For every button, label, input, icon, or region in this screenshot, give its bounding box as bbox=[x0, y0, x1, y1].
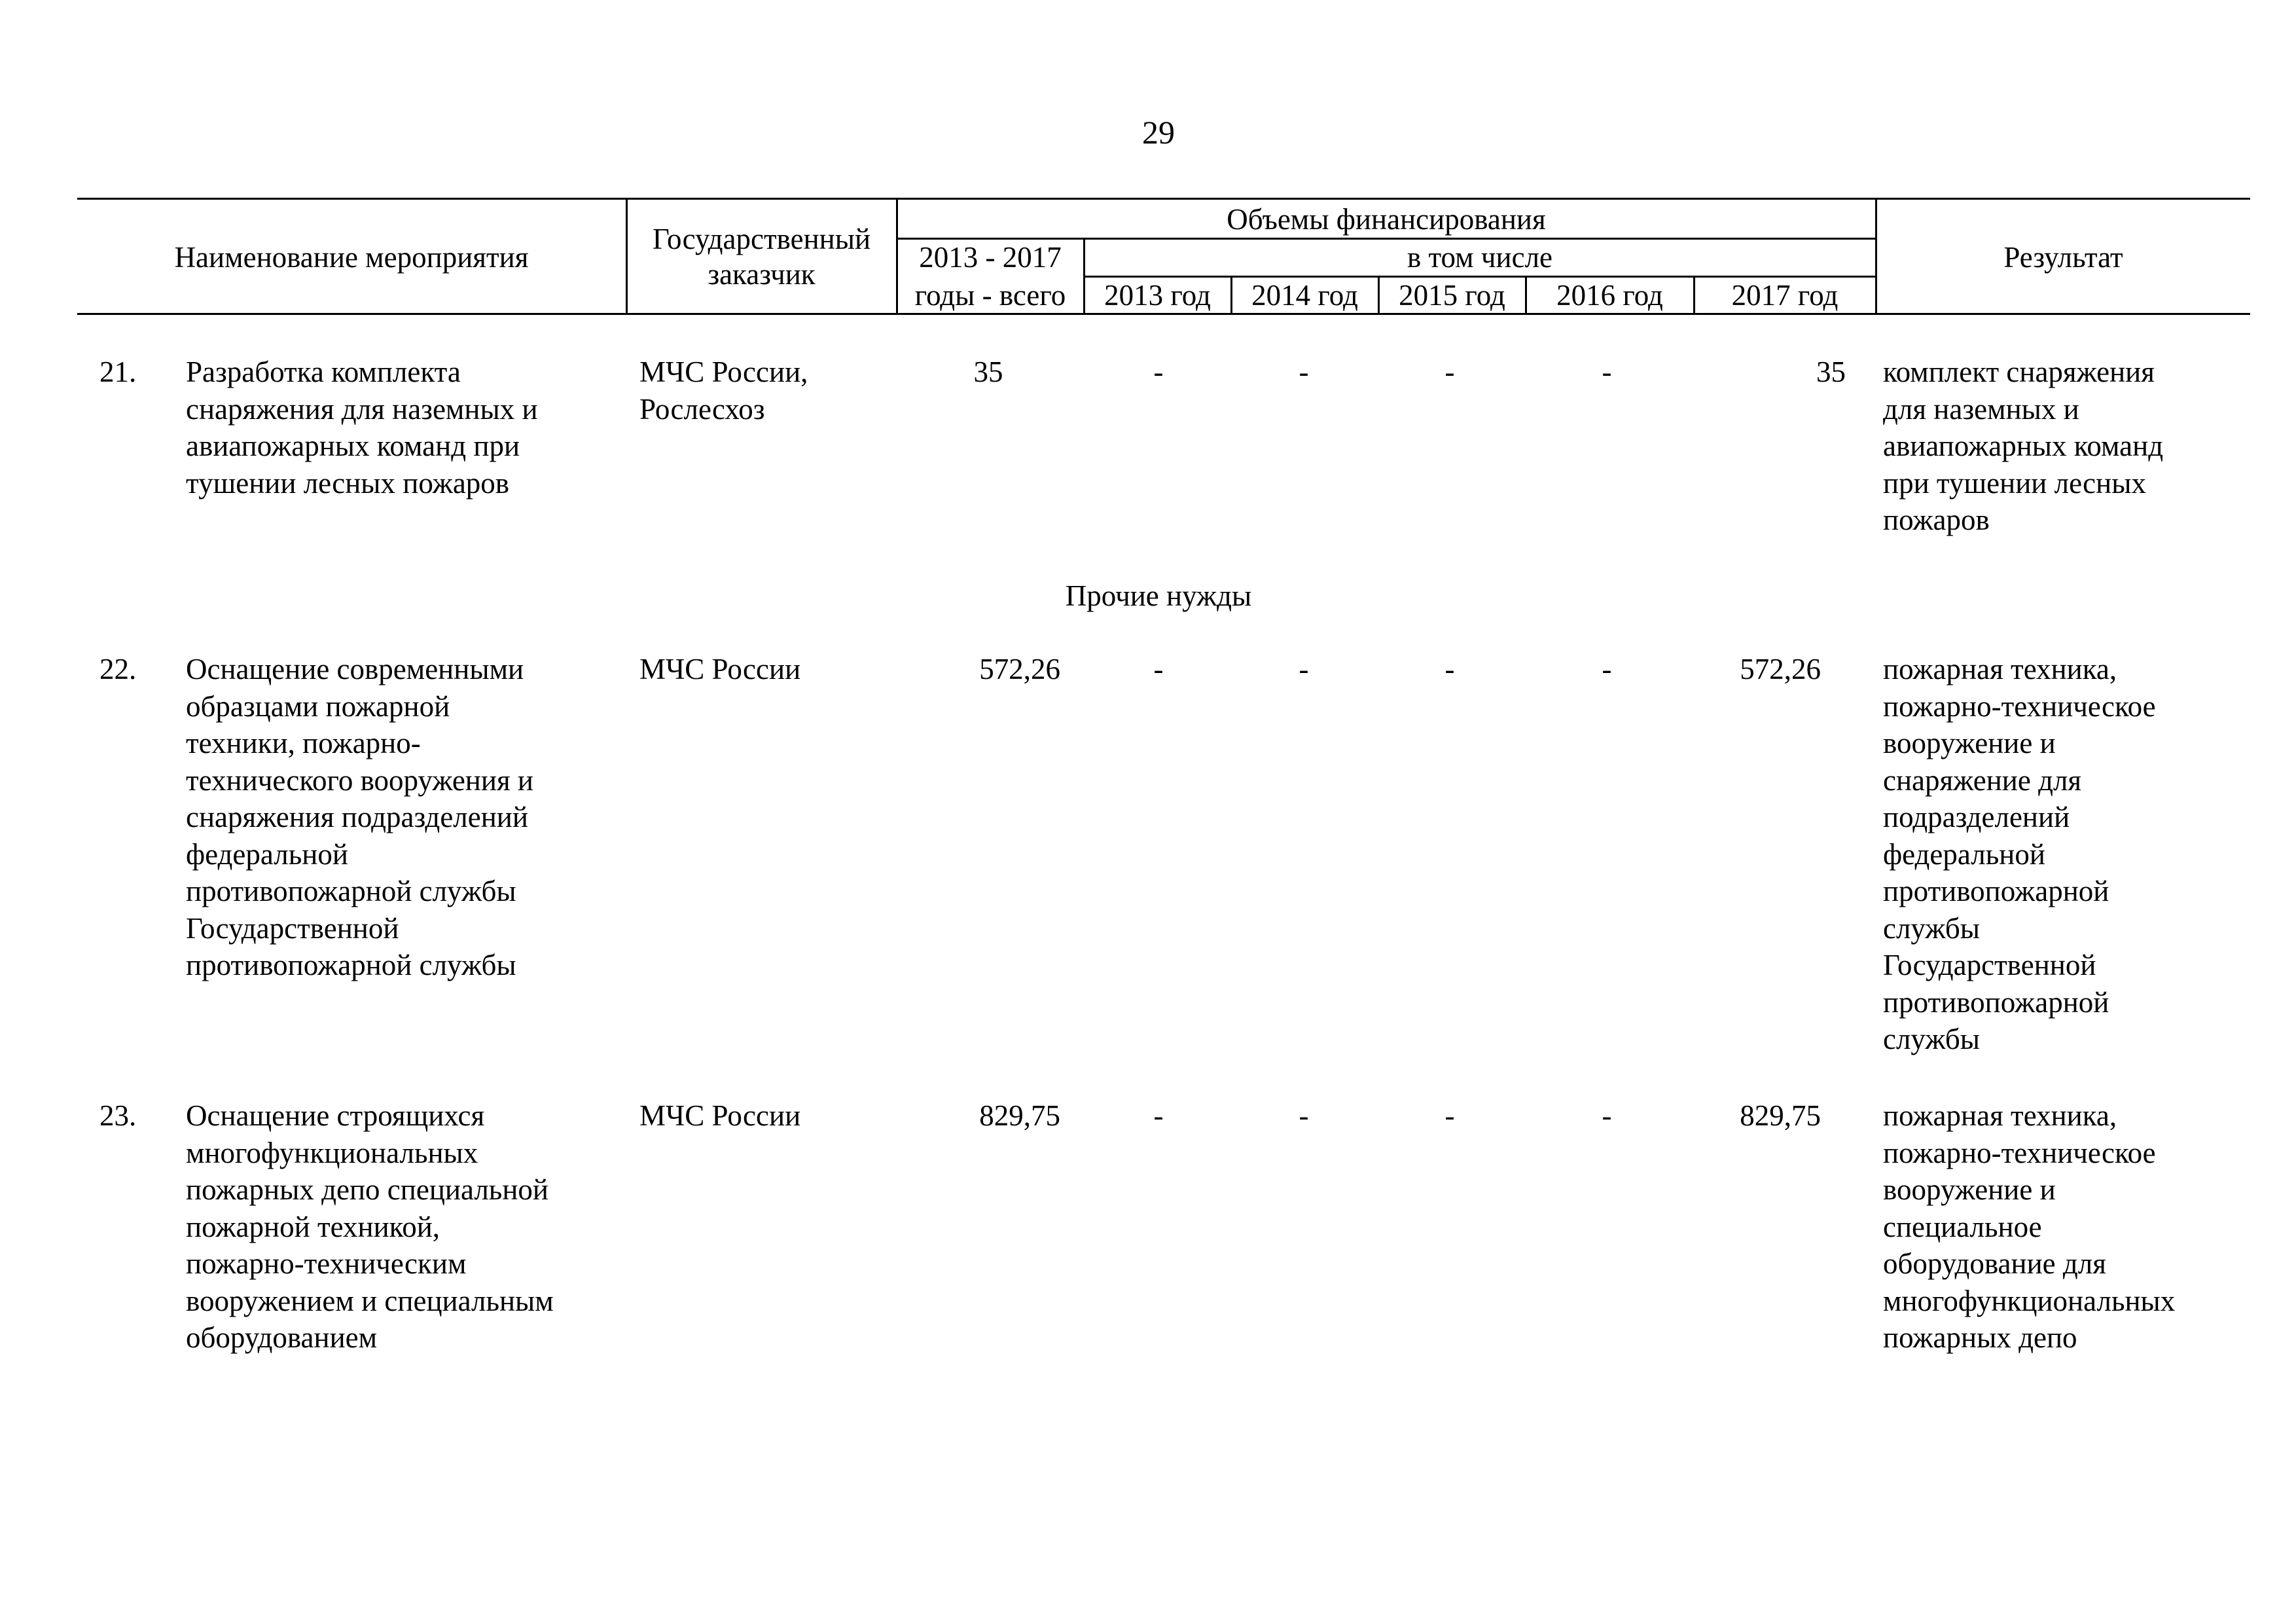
row-2015: - bbox=[1444, 1099, 1455, 1132]
row-result: комплект снаряжения для наземных и авиапожарных команд при тушении лесных пожаров bbox=[1883, 356, 2164, 536]
row-2015: - bbox=[1444, 653, 1455, 685]
row-2017: 35 bbox=[1816, 356, 1846, 388]
header-including: в том числе bbox=[1407, 241, 1553, 274]
header-bottom-rule bbox=[77, 313, 2250, 315]
header-year-2015: 2015 год bbox=[1399, 279, 1505, 312]
header-total-label: годы - всего bbox=[914, 279, 1066, 312]
header-financing: Объемы финансирования bbox=[1227, 203, 1546, 236]
row-customer: МЧС России, Рослесхоз bbox=[639, 356, 808, 426]
row-2013: - bbox=[1153, 653, 1164, 685]
row-total: 572,26 bbox=[979, 653, 1060, 685]
row-customer: МЧС России bbox=[639, 1099, 801, 1132]
row-result: пожарная техника, пожарно-техническое вооружение и специальное оборудование для многофункциональных пожарных депо bbox=[1883, 1099, 2176, 1354]
row-result: пожарная техника, пожарно-техническое вооружение и снаряжение для подразделений федеральной противопожарной службы Государственной противопожарной службы bbox=[1883, 653, 2156, 1055]
header-year-2016: 2016 год bbox=[1556, 279, 1663, 312]
row-2017: 572,26 bbox=[1740, 653, 1821, 685]
row-total: 35 bbox=[973, 356, 1003, 388]
row-name: Оснащение современными образцами пожарной техники, пожарно- технического вооружения и снаряжения подразделений федеральной противопожарной службы Государственной противопожарной службы bbox=[186, 653, 533, 981]
row-number: 23. bbox=[99, 1099, 137, 1132]
row-2015: - bbox=[1444, 356, 1455, 388]
header-customer: Государственный заказчик bbox=[652, 223, 871, 291]
row-number: 22. bbox=[99, 653, 137, 685]
row-2014: - bbox=[1299, 653, 1309, 685]
row-2016: - bbox=[1602, 1099, 1612, 1132]
row-total: 829,75 bbox=[979, 1099, 1060, 1132]
row-number: 21. bbox=[99, 356, 137, 388]
section-title: Прочие нужды bbox=[1065, 579, 1252, 612]
header-top-rule bbox=[77, 198, 2250, 200]
row-2017: 829,75 bbox=[1740, 1099, 1821, 1132]
row-2016: - bbox=[1602, 653, 1612, 685]
header-year-2017: 2017 год bbox=[1731, 279, 1839, 312]
header-name: Наименование мероприятия bbox=[174, 241, 529, 274]
row-name: Разработка комплекта снаряжения для наземных и авиапожарных команд при тушении лесных пожаров bbox=[186, 356, 538, 500]
page-number: 29 bbox=[1142, 114, 1175, 151]
header-total-period: 2013 - 2017 bbox=[919, 241, 1062, 274]
row-2014: - bbox=[1299, 1099, 1309, 1132]
row-customer: МЧС России bbox=[639, 653, 801, 685]
header-year-2014: 2014 год bbox=[1251, 279, 1358, 312]
row-2016: - bbox=[1602, 356, 1612, 388]
header-result: Результат bbox=[2003, 241, 2123, 274]
row-2013: - bbox=[1153, 1099, 1164, 1132]
row-2013: - bbox=[1153, 356, 1164, 388]
header-year-2013: 2013 год bbox=[1104, 279, 1211, 312]
row-name: Оснащение строящихся многофункциональных пожарных депо специальной пожарной техникой, пожарно-техническим вооружением и специальным оборудованием bbox=[186, 1099, 554, 1354]
row-2014: - bbox=[1299, 356, 1309, 388]
